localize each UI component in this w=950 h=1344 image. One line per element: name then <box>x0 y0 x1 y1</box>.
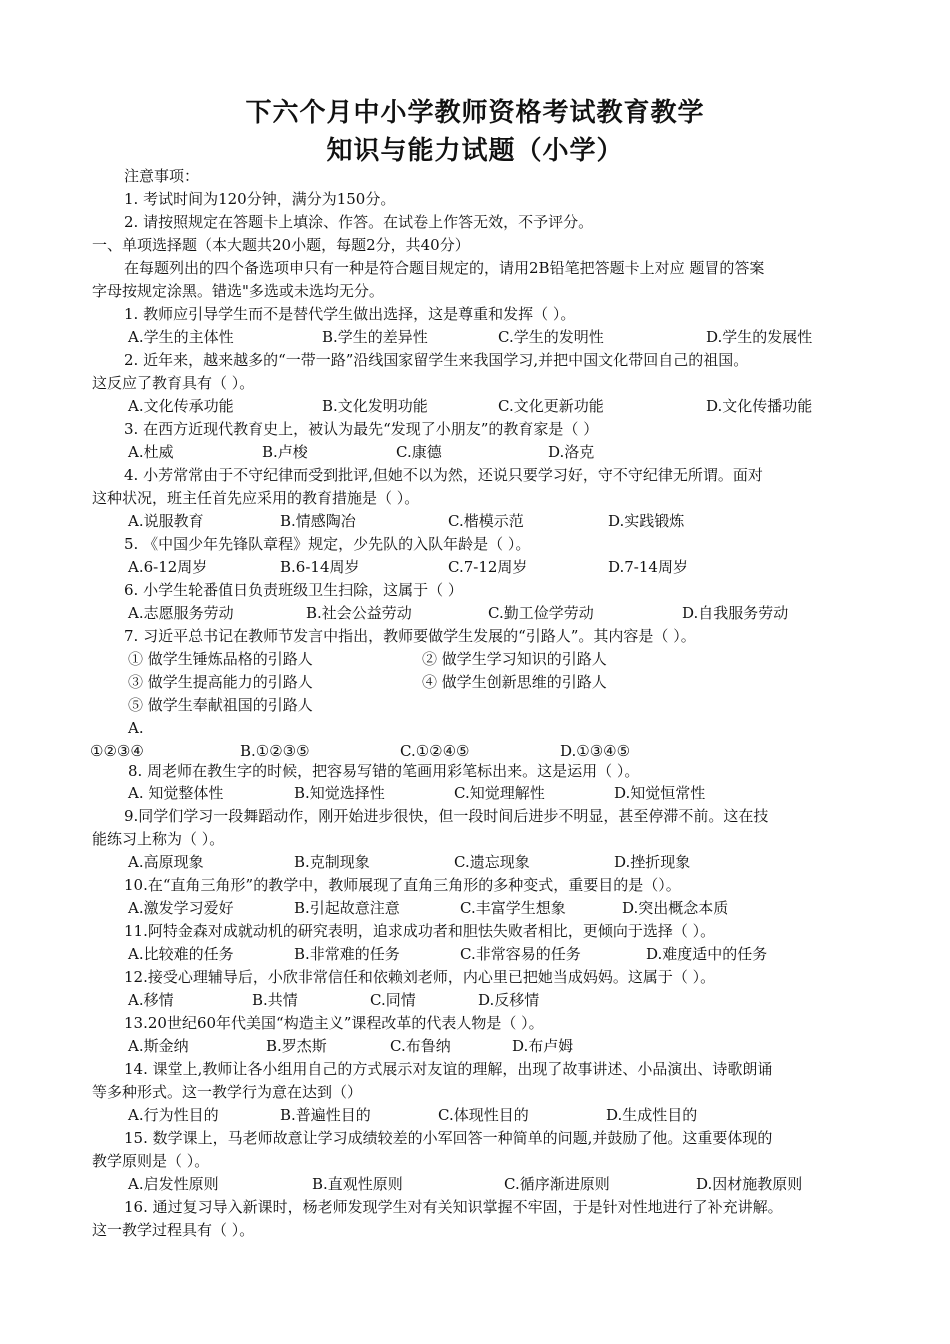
notice-item: 1. 考试时间为120分钟，满分为150分。 <box>124 190 396 208</box>
option-d: D.挫折现象 <box>614 853 691 871</box>
option-a: A.行为性目的 <box>128 1106 219 1124</box>
option-b: B.知觉选择性 <box>294 784 385 802</box>
option-a: A.学生的主体性 <box>128 328 234 346</box>
section-heading: 一、单项选择题（本大题共20小题，每题2分，共40分） <box>92 236 470 254</box>
option-c: C.学生的发明性 <box>498 328 604 346</box>
option-b: B.学生的差异性 <box>322 328 428 346</box>
option-a: A.6-12周岁 <box>128 558 208 576</box>
option-a: A.杜威 <box>128 443 174 461</box>
option-a: ①②③④ <box>90 742 144 760</box>
option-b: B.社会公益劳动 <box>306 604 412 622</box>
question-stem: 3. 在西方近现代教育史上，被认为最先“发现了小朋友”的教育家是（ ） <box>124 420 599 438</box>
question-stem: 9.同学们学习一段舞蹈动作，刚开始进步很快，但一段时间后进步不明显，甚至停滞不前。这在技 <box>124 807 769 825</box>
option-d: D.突出概念本质 <box>622 899 729 917</box>
option-d: D.①③④⑤ <box>560 742 631 760</box>
option-c: C.同情 <box>370 991 416 1009</box>
option-c: C.楷模示范 <box>448 512 524 530</box>
option-d: D.自我服务劳动 <box>682 604 789 622</box>
option-d: D.难度适中的任务 <box>646 945 768 963</box>
question-stem: 4. 小芳常常由于不守纪律而受到批评,但她不以为然，还说只要学习好，守不守纪律无所谓。面对 <box>124 466 763 484</box>
option-d: D.文化传播功能 <box>706 397 813 415</box>
option-a-prefix: A. <box>128 719 144 737</box>
notice-item: 2. 请按照规定在答题卡上填涂、作答。在试卷上作答无效，不予评分。 <box>124 213 594 231</box>
option-d: D.知觉恒常性 <box>614 784 706 802</box>
option-a: A.比较难的任务 <box>128 945 234 963</box>
option-c: C.体现性目的 <box>438 1106 529 1124</box>
option-c: C.勤工俭学劳动 <box>488 604 594 622</box>
question-stem: 16. 通过复习导入新课时，杨老师发现学生对有关知识掌握不牢固，于是针对性地进行了补充讲解。 <box>124 1198 783 1216</box>
exam-title-line-2: 知识与能力试题（小学） <box>326 136 624 166</box>
option-c: C.①②④⑤ <box>400 742 470 760</box>
option-a: A.移情 <box>128 991 174 1009</box>
statement-item: ③ 做学生提高能力的引路人 <box>128 673 313 691</box>
question-stem: 8. 周老师在教生字的时候，把容易写错的笔画用彩笔标出来。这是运用（ ）。 <box>128 762 640 780</box>
option-b: B.罗杰斯 <box>266 1037 327 1055</box>
option-a: A.志愿服务劳动 <box>128 604 234 622</box>
question-stem: 这一教学过程具有（ ）。 <box>92 1221 255 1239</box>
section-instruction: 字母按规定涂黑。错选"多选或未选均无分。 <box>92 282 384 300</box>
question-stem: 10.在“直角三角形”的教学中，教师展现了直角三角形的多种变式，重要目的是（）。 <box>124 876 681 894</box>
question-stem: 这种状况，班主任首先应采用的教育措施是（ ）。 <box>92 489 420 507</box>
question-stem: 15. 数学课上，马老师故意让学习成绩较差的小军回答一种简单的问题,并鼓励了他。这重要体现的 <box>124 1129 773 1147</box>
option-d: D.因材施教原则 <box>696 1175 803 1193</box>
option-b: B.克制现象 <box>294 853 370 871</box>
option-b: B.引起故意注意 <box>294 899 400 917</box>
question-stem: 7. 习近平总书记在教师节发言中指出，教师要做学生发展的“引路人”。其内容是（ ）。 <box>124 627 696 645</box>
option-c: C.文化更新功能 <box>498 397 604 415</box>
question-stem: 12.接受心理辅导后，小欣非常信任和依赖刘老师，内心里已把她当成妈妈。这属于（ ）。 <box>124 968 716 986</box>
statement-item: ⑤ 做学生奉献祖国的引路人 <box>128 696 313 714</box>
option-a: A.斯金纳 <box>128 1037 189 1055</box>
option-a: A.说服教育 <box>128 512 204 530</box>
question-stem: 能练习上称为（ ）。 <box>92 830 225 848</box>
question-stem: 教学原则是（ ）。 <box>92 1152 210 1170</box>
option-b: B.直观性原则 <box>312 1175 403 1193</box>
option-d: D.洛克 <box>548 443 595 461</box>
option-c: C.7-12周岁 <box>448 558 528 576</box>
statement-item: ② 做学生学习知识的引路人 <box>422 650 607 668</box>
statement-item: ① 做学生锤炼品格的引路人 <box>128 650 313 668</box>
option-a: A.文化传承功能 <box>128 397 234 415</box>
option-b: B.非常难的任务 <box>294 945 400 963</box>
option-d: D.学生的发展性 <box>706 328 813 346</box>
statement-item: ④ 做学生创新思维的引路人 <box>422 673 607 691</box>
option-a: A.启发性原则 <box>128 1175 219 1193</box>
option-a: A. 知觉整体性 <box>128 784 224 802</box>
option-a: A.高原现象 <box>128 853 204 871</box>
option-a: A.激发学习爱好 <box>128 899 234 917</box>
question-stem: 11.阿特金森对成就动机的研究表明，追求成功者和胆怯失败者相比，更倾向于选择（ ）。 <box>124 922 716 940</box>
question-stem: 这反应了教育具有（ ）。 <box>92 374 255 392</box>
option-d: D.7-14周岁 <box>608 558 688 576</box>
question-stem: 1. 教师应引导学生而不是替代学生做出选择，这是尊重和发挥（ ）。 <box>124 305 576 323</box>
option-b: B.卢梭 <box>262 443 308 461</box>
option-b: B.6-14周岁 <box>280 558 360 576</box>
option-d: D.布卢姆 <box>512 1037 574 1055</box>
option-c: C.布鲁纳 <box>390 1037 451 1055</box>
option-b: B.共情 <box>252 991 298 1009</box>
option-c: C.知觉理解性 <box>454 784 545 802</box>
section-instruction: 在每题列出的四个备选项申只有一种是符合题目规定的，请用2B铅笔把答题卡上对应 题冒的答案 <box>124 259 765 277</box>
option-c: C.康德 <box>396 443 442 461</box>
option-c: C.非常容易的任务 <box>460 945 581 963</box>
question-stem: 5. 《中国少年先锋队章程》规定，少先队的入队年龄是（ ）。 <box>124 535 531 553</box>
option-d: D.反移情 <box>478 991 540 1009</box>
option-b: B.文化发明功能 <box>322 397 428 415</box>
notice-heading: 注意事项： <box>124 167 200 185</box>
exam-title-line-1: 下六个月中小学教师资格考试教育教学 <box>245 98 705 128</box>
option-b: B.普遍性目的 <box>280 1106 371 1124</box>
question-stem: 14. 课堂上,教师让各小组用自己的方式展示对友谊的理解，出现了故事讲述、小品演出、诗歌朗诵 <box>124 1060 773 1078</box>
option-d: D.生成性目的 <box>606 1106 698 1124</box>
question-stem: 6. 小学生轮番值日负责班级卫生扫除，这属于（ ） <box>124 581 463 599</box>
question-stem: 2. 近年来，越来越多的“一带一路”沿线国家留学生来我国学习,并把中国文化带回自己的祖国。 <box>124 351 749 369</box>
question-stem: 13.20世纪60年代美国“构造主义”课程改革的代表人物是（ ）。 <box>124 1014 544 1032</box>
option-d: D.实践锻炼 <box>608 512 685 530</box>
option-c: C.循序渐进原则 <box>504 1175 610 1193</box>
option-b: B.情感陶冶 <box>280 512 356 530</box>
option-b: B.①②③⑤ <box>240 742 310 760</box>
option-c: C.丰富学生想象 <box>460 899 566 917</box>
option-c: C.遗忘现象 <box>454 853 530 871</box>
question-stem: 等多种形式。这一教学行为意在达到（） <box>92 1083 363 1101</box>
